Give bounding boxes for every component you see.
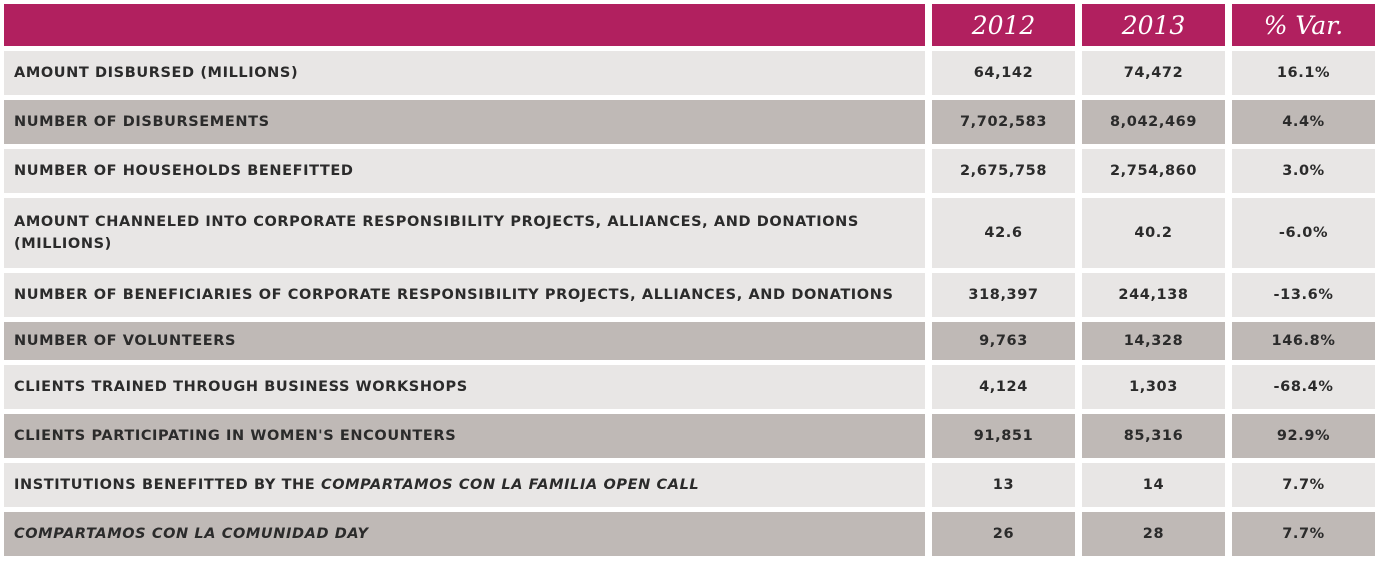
value-2013: 14 [1075, 458, 1225, 507]
table-row [4, 458, 1375, 507]
value-2012: 9,763 [925, 317, 1075, 360]
value-2013: 2,754,860 [1075, 144, 1225, 193]
row-label: CLIENTS PARTICIPATING IN WOMEN'S ENCOUNTERS [4, 409, 925, 458]
value-2013: 1,303 [1075, 360, 1225, 409]
row-label: NUMBER OF HOUSEHOLDS BENEFITTED [4, 144, 925, 193]
table-header-row [4, 4, 1375, 46]
value-2012: 42.6 [925, 193, 1075, 268]
header-label-cell [4, 4, 925, 46]
table-row [4, 144, 1375, 193]
value-2013: 40.2 [1075, 193, 1225, 268]
table-row [4, 95, 1375, 144]
value-2013: 28 [1075, 507, 1225, 556]
value-2012: 26 [925, 507, 1075, 556]
table-row [4, 507, 1375, 556]
row-label: NUMBER OF BENEFICIARIES OF CORPORATE RESPONSIBILITY PROJECTS, ALLIANCES, AND DONATIONS [4, 268, 925, 317]
row-label: AMOUNT CHANNELED INTO CORPORATE RESPONSIBILITY PROJECTS, ALLIANCES, AND DONATIONS (MILLIONS) [4, 193, 925, 268]
value-2013: 14,328 [1075, 317, 1225, 360]
table-row [4, 46, 1375, 95]
value-2013: 8,042,469 [1075, 95, 1225, 144]
indicators-table [4, 4, 1375, 556]
value-var: -6.0% [1225, 193, 1375, 268]
value-2012: 13 [925, 458, 1075, 507]
row-label [4, 507, 925, 556]
header-2012: 2012 [925, 4, 1075, 46]
row-label-italic: COMPARTAMOS CON LA COMUNIDAD DAY [14, 525, 369, 542]
row-label: NUMBER OF VOLUNTEERS [4, 317, 925, 360]
table-row [4, 193, 1375, 268]
row-label [4, 458, 925, 507]
value-2013: 85,316 [1075, 409, 1225, 458]
row-label: CLIENTS TRAINED THROUGH BUSINESS WORKSHOPS [4, 360, 925, 409]
value-2013: 244,138 [1075, 268, 1225, 317]
value-2012: 91,851 [925, 409, 1075, 458]
value-var: -68.4% [1225, 360, 1375, 409]
value-var: 3.0% [1225, 144, 1375, 193]
value-2012: 2,675,758 [925, 144, 1075, 193]
row-label: NUMBER OF DISBURSEMENTS [4, 95, 925, 144]
value-var: -13.6% [1225, 268, 1375, 317]
table-row [4, 317, 1375, 360]
value-var: 92.9% [1225, 409, 1375, 458]
value-var: 16.1% [1225, 46, 1375, 95]
value-var: 4.4% [1225, 95, 1375, 144]
header-2013: 2013 [1075, 4, 1225, 46]
header-var: % Var. [1225, 4, 1375, 46]
value-2012: 4,124 [925, 360, 1075, 409]
row-label: AMOUNT DISBURSED (MILLIONS) [4, 46, 925, 95]
row-label-italic: COMPARTAMOS CON LA FAMILIA OPEN CALL [320, 476, 700, 493]
table-row [4, 268, 1375, 317]
value-var: 7.7% [1225, 458, 1375, 507]
value-2012: 64,142 [925, 46, 1075, 95]
table-row [4, 409, 1375, 458]
value-var: 146.8% [1225, 317, 1375, 360]
value-var: 7.7% [1225, 507, 1375, 556]
value-2013: 74,472 [1075, 46, 1225, 95]
row-label-prefix: INSTITUTIONS BENEFITTED BY THE [14, 476, 321, 493]
value-2012: 318,397 [925, 268, 1075, 317]
value-2012: 7,702,583 [925, 95, 1075, 144]
table-row [4, 360, 1375, 409]
